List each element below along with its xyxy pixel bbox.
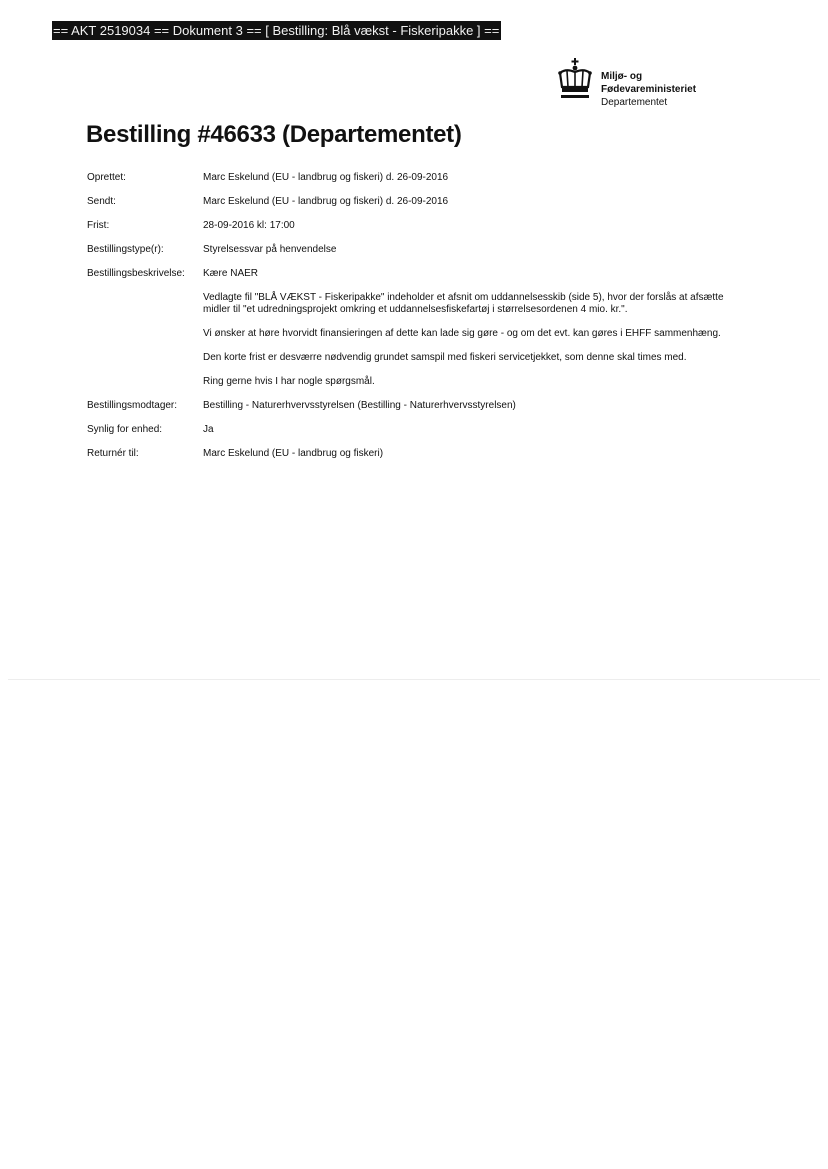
field-value: 28-09-2016 kl: 17:00 [203,220,295,231]
field-bestillingsmodtager [87,400,727,412]
field-value: Marc Eskelund (EU - landbrug og fiskeri) d. 26-09-2016 [203,196,449,207]
field-label: Bestillingsmodtager: [87,400,178,411]
field-label: Bestillingsbeskrivelse: [87,268,185,279]
field-label: Oprettet: [87,172,126,183]
logo-line-3: Departementet [601,97,668,108]
logo-line-2: Fødevareministeriet [601,84,697,95]
logo-line-1: Miljø- og [601,71,643,82]
description-text [203,268,727,388]
field-value: Marc Eskelund (EU - landbrug og fiskeri) [203,448,384,459]
description-paragraph: Den korte frist er desværre nødvendig grundet samspil med fiskeri servicetjekket, som denne skal times med. [203,352,687,363]
field-label: Synlig for enhed: [87,424,163,435]
field-label: Returnér til: [87,448,139,459]
description-paragraph: Vedlagte fil "BLÅ VÆKST - Fiskeripakke" indeholder et afsnit om uddannelsesskib (side 5), hvor der forslås at afsætte midler til "et udredningsprojekt omkring et uddannelsesfiskefartøj i størrelsesordenen 4 mio. kr.". [203,292,724,315]
page-divider [8,679,820,680]
field-oprettet [87,172,727,184]
description-paragraph: Vi ønsker at høre hvorvidt finansieringen af dette kan lade sig gøre - og om det evt. kan gøres i EHFF sammenhæng. [203,328,721,339]
field-returner [87,448,727,460]
field-sendt [87,196,727,208]
order-fields [87,170,727,460]
field-value: Ja [203,424,214,435]
description-paragraph: Kære NAER [203,268,259,279]
field-label: Sendt: [87,196,116,207]
page-title: Bestilling #46633 (Departementet) [86,121,462,148]
field-bestillingstype [87,244,727,256]
description-paragraph: Ring gerne hvis I har nogle spørgsmål. [203,376,375,387]
ministry-logo [557,58,717,114]
field-value: Bestilling - Naturerhvervsstyrelsen (Bestilling - Naturerhvervsstyrelsen) [203,400,516,411]
field-synlig [87,424,727,436]
field-label: Bestillingstype(r): [87,244,164,255]
field-value: Styrelsessvar på henvendelse [203,244,337,255]
document-banner: == AKT 2519034 == Dokument 3 == [ Bestilling: Blå vækst - Fiskeripakke ] == [53,23,500,38]
field-label: Frist: [87,220,110,231]
field-value: Marc Eskelund (EU - landbrug og fiskeri) d. 26-09-2016 [203,172,449,183]
field-frist [87,220,727,232]
field-bestillingsbeskrivelse [87,268,727,388]
crown-icon [557,58,593,100]
